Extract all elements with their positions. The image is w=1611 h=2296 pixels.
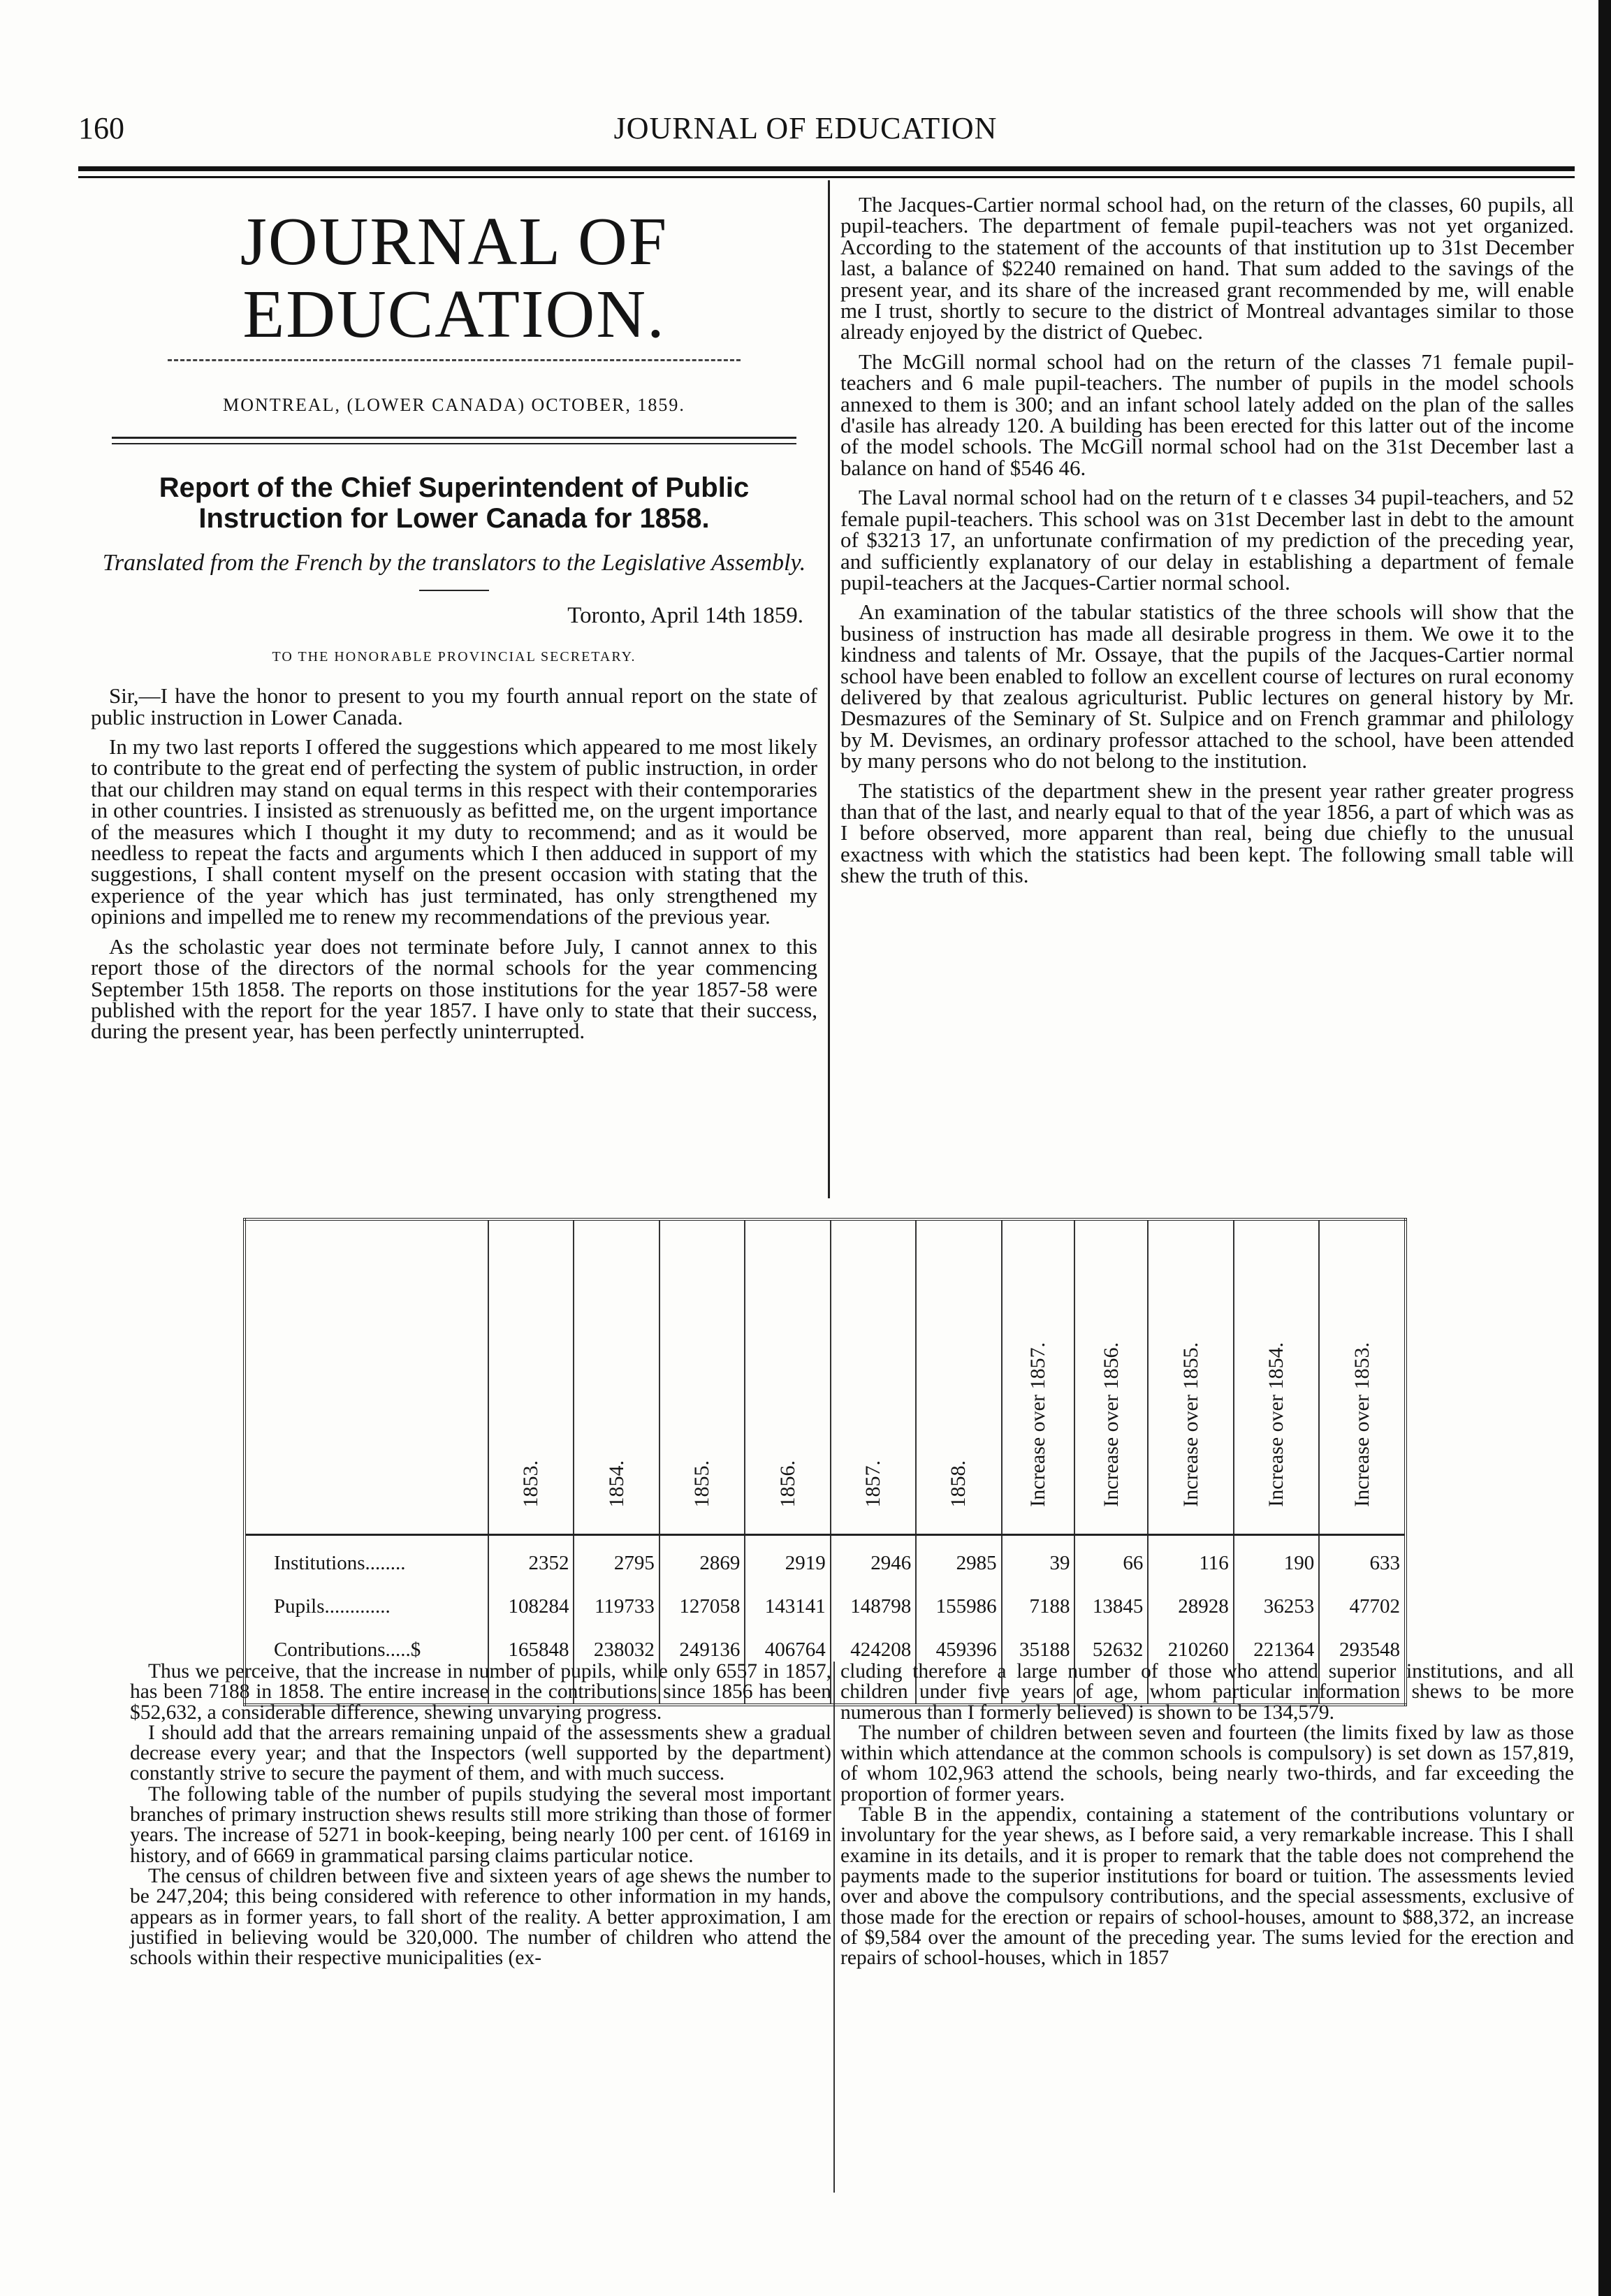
report-paragraph: In my two last reports I offered the suggestions which appeared to me most likely to contribute to the great end of perfecting the system of public instruction, in order that our children may stand on equal terms in this respect with their contemporaries in other countries. I insisted as strenuously as befitted me, on the urgent importance of the measures which I thought it my duty to recommend; and as it would be needless to repeat the facts and arguments which I then adduced in support of my suggestions, I shall content myself on the present occasion with stating that the experience of the year which has just terminated, has only strengthened my opinions and impelled me to renew my recommendations of the previous year.	[91, 734, 817, 929]
report-paragraph: As the scholastic year does not terminate before July, I cannot annex to this report those of the directors of the normal schools for the year commencing September 15th 1858. The reports on those institutions for the year 1857-58 were published with the report for the year 1857. I have only to state that their success, during the present year, has been perfectly uninterrupted.	[91, 933, 817, 1044]
table-cell: 66	[1074, 1535, 1148, 1585]
table-cell: 155986	[916, 1585, 1001, 1628]
normal-school-paragraph: The statistics of the department shew in the present year rather greater progress than that of the last, and nearly equal to that of the year 1856, a part of which was as I before observed, more apparent than real, being due chiefly to the unusual exactness with which the statistics had been kept. The following small table will shew the truth of this.	[840, 778, 1574, 888]
table-cell: 424208	[831, 1628, 916, 1671]
normal-school-paragraph: The McGill normal school had on the return of the classes 71 female pupil-teachers and 6 male pupil-teachers. The number of pupils in the model schools annexed to them is 300; and an infant school lately added on the plan of the salles d'asile has already 120. A building has been erected for this latter out of the income of the model schools. The McGill normal school had on the 31st December last a balance on hand of $546 46.	[840, 349, 1574, 480]
table-cell: 35188	[1002, 1628, 1075, 1671]
table-row	[245, 1535, 1406, 1585]
table-header-cell: 1854.	[574, 1219, 659, 1535]
statistics-table	[243, 1218, 1407, 1706]
statistics-paragraph: I should add that the arrears remaining unpaid of the assessments shew a gradual decrease every year; and that the Inspectors (well supported by the department) constantly strive to secure the payment of them, and with much success.	[130, 1721, 831, 1785]
short-rule	[419, 590, 489, 591]
table-cell: 293548	[1319, 1628, 1406, 1671]
table-cell: 116	[1148, 1535, 1233, 1585]
normal-school-paragraph: The Jacques-Cartier normal school had, on the return of the classes, 60 pupils, all pupil-teachers. The department of female pupil-teachers was not yet organized. According to the statement of the accounts of that institution up to 31st December last, a balance of $2240 remained on hand. That sum added to the savings of the present year, and its share of the increased grant recommended by me, will enable me I trust, shortly to secure to the district of Montreal advantages similar to those already enjoyed by the district of Quebec.	[840, 192, 1574, 344]
addressee: TO THE HONORABLE PROVINCIAL SECRETARY.	[272, 648, 636, 664]
scan-edge-bar	[1598, 0, 1611, 2296]
table-cell: 127058	[659, 1585, 745, 1628]
masthead-flourish	[168, 359, 741, 372]
table-cell: 13845	[1074, 1585, 1148, 1628]
table-cell: 47702	[1319, 1585, 1406, 1628]
report-title-line2: Instruction for Lower Canada for 1858.	[198, 503, 710, 535]
upper-left-column	[91, 204, 817, 1051]
table-cell: 119733	[574, 1585, 659, 1628]
table-cell: 36253	[1234, 1585, 1319, 1628]
table-cell: 459396	[916, 1628, 1001, 1671]
table-cell: 249136	[659, 1628, 745, 1671]
table-header-cell: 1857.	[831, 1219, 916, 1535]
table-header-cell: Increase over 1856.	[1074, 1219, 1148, 1535]
lower-left-column	[130, 1662, 831, 1968]
statistics-paragraph: The number of children between seven and fourteen (the limits fixed by law as those within which attendance at the common schools is compulsory) is set down as 157,819, of whom 102,963 attend the schools, being nearly two-thirds, and far exceeding the proportion of former years.	[840, 1721, 1574, 1805]
normal-school-paragraph: An examination of the tabular statistics of the three schools will show that the business of instruction has made all desirable progress in them. We owe it to the kindness and talents of Mr. Ossaye, that the pupils of the Jacques-Cartier normal school have been enabled to follow an excellent course of lectures on rural economy delivered by that zealous agriculturist. Public lectures on general history by Mr. Desmazures of the Seminary of St. Sulpice and on French grammar and philology by M. Devismes, an ordinary professor attached to the school, have been attended by many persons who do not belong to the institution.	[840, 600, 1574, 773]
table-header-cell: Increase over 1853.	[1319, 1219, 1406, 1535]
report-paragraph: Sir,—I have the honor to present to you my fourth annual report on the state of public instruction in Lower Canada.	[91, 683, 817, 729]
statistics-paragraph: cluding therefore a large number of those who attend superior institutions, and all children under five years of age, whom particular information shews to be more numerous than I formerly believed) is shown to be 134,579.	[840, 1660, 1574, 1724]
table-header-cell: 1855.	[659, 1219, 745, 1535]
table-cell: 221364	[1234, 1628, 1319, 1671]
table-cell: 2985	[916, 1535, 1001, 1585]
table-cell: 210260	[1148, 1628, 1233, 1671]
masthead-double-rule	[112, 437, 796, 444]
table-cell: 52632	[1074, 1628, 1148, 1671]
table-header-cell: 1853.	[488, 1219, 574, 1535]
statistics-paragraph: Thus we perceive, that the increase in number of pupils, while only 6557 in 1857, has been 7188 in 1858. The entire increase in the contributions since 1856 has been $52,632, a considerable difference, shewing unvarying progress.	[130, 1660, 831, 1724]
table-cell: 2946	[831, 1535, 916, 1585]
statistics-paragraph: The following table of the number of pupils studying the several most important branches of primary instruction shews results still more striking than those of former years. The increase of 5271 in book-keeping, being nearly 100 per cent. of 16169 in history, and of 6669 in grammatical parsing claims particular notice.	[130, 1782, 831, 1867]
table-cell: 238032	[574, 1628, 659, 1671]
table-cell: 633	[1319, 1535, 1406, 1585]
statistics-paragraph: The census of children between five and sixteen years of age shews the number to be 247,204; this being considered with reference to other information in my hands, appears as in former years, to fall short of the reality. A better approximation, I am justified in believing would be 320,000. The number of children who attend the schools within their respective municipalities (ex-	[130, 1864, 831, 1970]
upper-right-column	[840, 194, 1574, 895]
table-cell: 2795	[574, 1535, 659, 1585]
column-divider	[828, 180, 830, 1198]
table-header-cell: Increase over 1855.	[1148, 1219, 1233, 1535]
table-row	[245, 1585, 1406, 1628]
header-rule-thick	[78, 166, 1575, 171]
page-number: 160	[78, 111, 124, 145]
table-cell: 2352	[488, 1535, 574, 1585]
table-cell: 7188	[1002, 1585, 1075, 1628]
report-title-line1: Report of the Chief Superintendent of Public	[159, 472, 750, 504]
row-label: Institutions........	[274, 1551, 406, 1574]
table-header-row	[245, 1219, 1406, 1535]
lower-column-divider	[833, 1662, 835, 2193]
translated-note: Translated from the French by the translators to the Legislative Assembly.	[102, 550, 806, 576]
table-cell: 148798	[831, 1585, 916, 1628]
normal-school-paragraph: The Laval normal school had on the return of t e classes 34 pupil-teachers, and 52 female pupil-teachers. This school was on 31st December last in debt to the amount of $3213 17, an unfortunate confirmation of my prediction of the preceding year, and sufficiently explanatory of our delay in establishing a department of female pupil-teachers at the Jacques-Cartier normal school.	[840, 485, 1574, 595]
lower-right-column	[840, 1662, 1574, 1968]
statistics-table-container	[243, 1218, 1407, 1706]
table-cell: 39	[1002, 1535, 1075, 1585]
table-cell: 28928	[1148, 1585, 1233, 1628]
table-header-cell: 1856.	[745, 1219, 830, 1535]
table-header-cell: Increase over 1857.	[1002, 1219, 1075, 1535]
place-date: Toronto, April 14th 1859.	[567, 603, 803, 629]
header-rule-thin	[78, 176, 1575, 178]
row-label: Pupils.............	[274, 1594, 391, 1618]
masthead-title: JOURNAL OF EDUCATION.	[240, 204, 669, 352]
table-cell: 406764	[745, 1628, 830, 1671]
table-cell: 165848	[488, 1628, 574, 1671]
report-title	[91, 472, 817, 534]
table-cell: 2919	[745, 1535, 830, 1585]
table-header-cell: 1858.	[916, 1219, 1001, 1535]
masthead-dateline: MONTREAL, (LOWER CANADA) OCTOBER, 1859.	[223, 395, 685, 415]
statistics-paragraph: Table B in the appendix, containing a statement of the contributions voluntary or involuntary for the year shews, as I before said, a very remarkable increase. This I shall examine in its details, and it is proper to remark that the table does not comprehend the payments made to the superior institutions for board or tuition. The assessments levied over and above the compulsory contributions, and the special assessments, exclusive of those made for the erection or repairs of school-houses, amount to $88,372, an increase of $9,584 over the amount of the preceding year. The sums levied for the erection and repairs of school-houses, which in 1857	[840, 1803, 1574, 1970]
row-label: Contributions.....$	[274, 1638, 421, 1661]
table-cell: 143141	[745, 1585, 830, 1628]
table-cell: 108284	[488, 1585, 574, 1628]
table-header-blank	[245, 1219, 488, 1535]
table-cell: 190	[1234, 1535, 1319, 1585]
table-cell: 2869	[659, 1535, 745, 1585]
table-header-cell: Increase over 1854.	[1234, 1219, 1319, 1535]
running-title: JOURNAL OF EDUCATION	[613, 111, 998, 145]
